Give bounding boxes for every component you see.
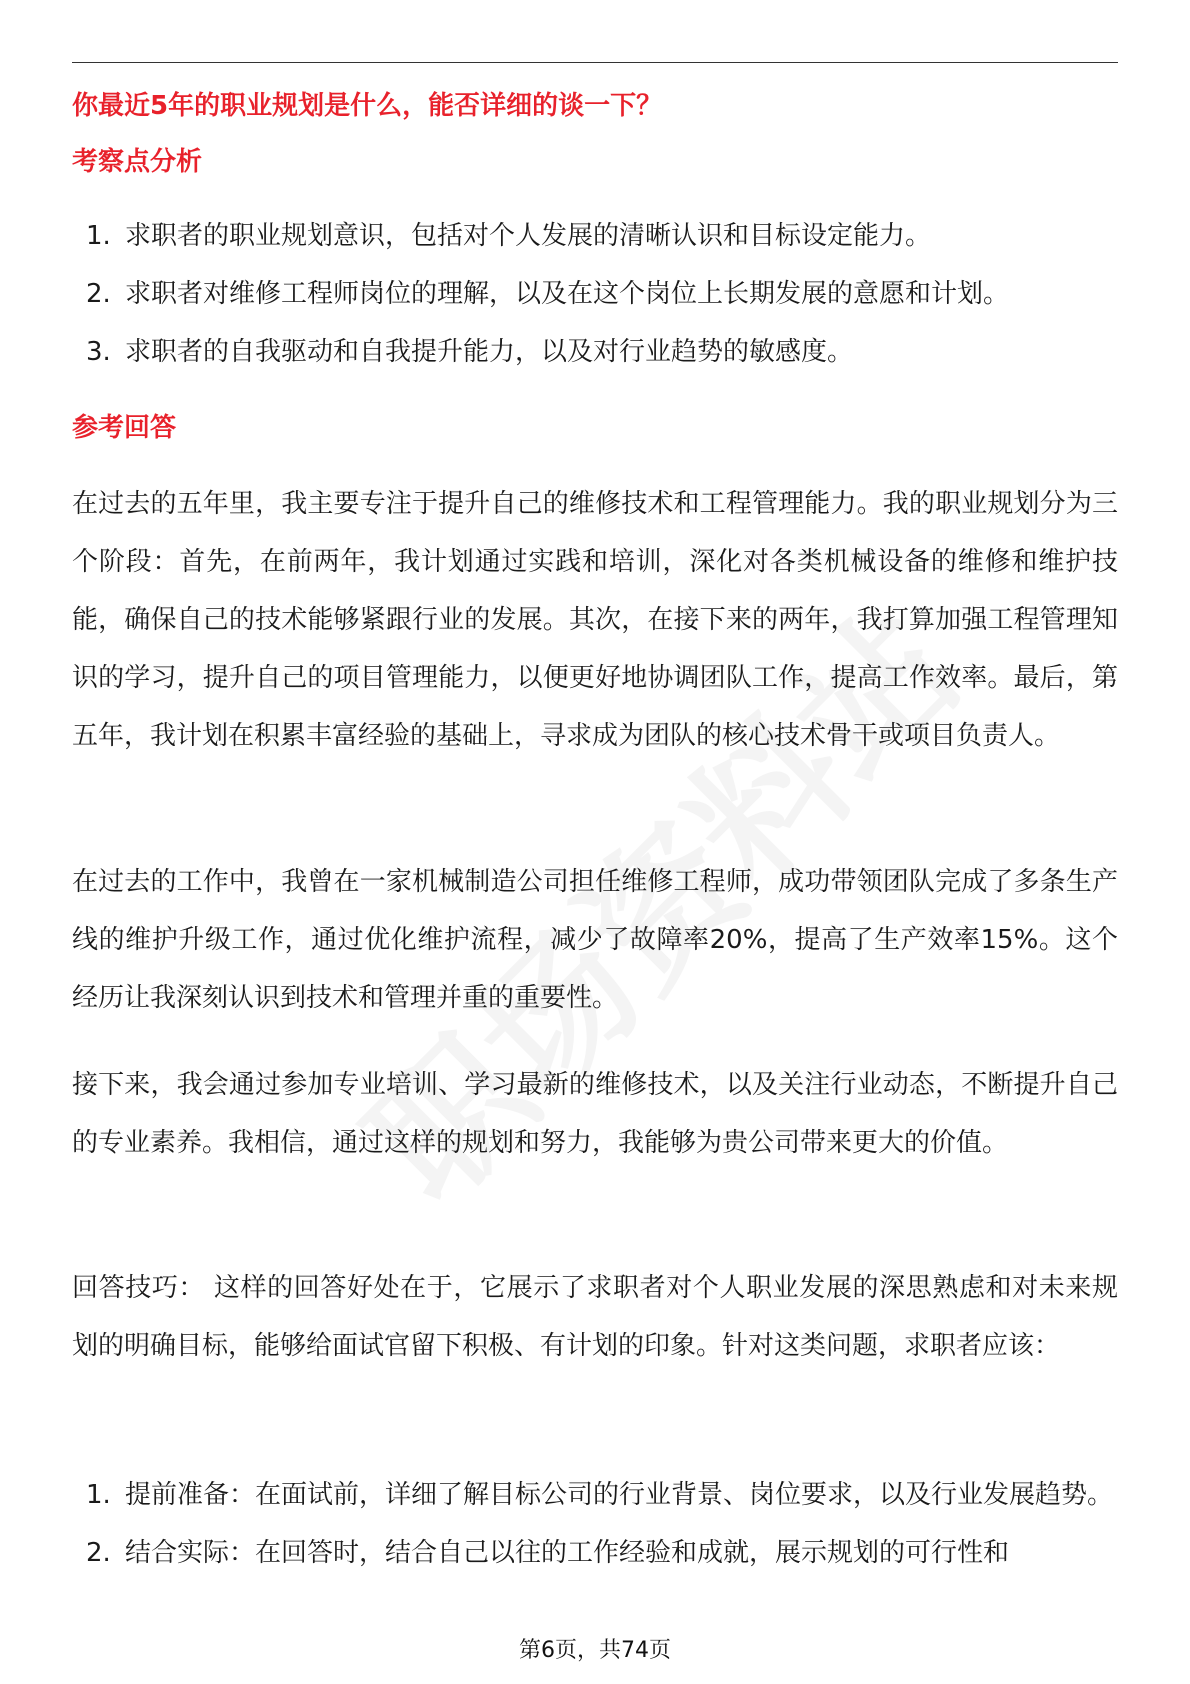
page-footer: 第6页，共74页 (519, 1638, 671, 1663)
list-text: 求职者对维修工程师岗位的理解，以及在这个岗位上长期发展的意愿和计划。 (125, 279, 1010, 309)
list-item (72, 1466, 1118, 1524)
list-item (72, 265, 1118, 323)
list-number: 2. (86, 1538, 111, 1568)
answer-heading: 参考回答 (72, 413, 177, 443)
answer-paragraph: 在过去的五年里，我主要专注于提升自己的维修技术和工程管理能力。我的职业规划分为三个阶段：首先，在前两年，我计划通过实践和培训，深化对各类机械设备的维修和维护技能，确保自己的技术能够紧跟行业的发展。其次，在接下来的两年，我打算加强工程管理知识的学习，提升自己的项目管理能力，以便更好地协调团队工作，提高工作效率。最后，第五年，我计划在积累丰富经验的基础上，寻求成为团队的核心技术骨干或项目负责人。 (72, 489, 1118, 751)
list-text: 求职者的职业规划意识，包括对个人发展的清晰认识和目标设定能力。 (125, 221, 932, 251)
list-text: 提前准备：在面试前，详细了解目标公司的行业背景、岗位要求，以及行业发展趋势。 (125, 1480, 1114, 1510)
analysis-list (72, 207, 1118, 381)
tips-list (72, 1466, 1118, 1582)
tips-paragraph: 回答技巧： 这样的回答好处在于，它展示了求职者对个人职业发展的深思熟虑和对未来规划的明确目标，能够给面试官留下积极、有计划的印象。针对这类问题，求职者应该： (72, 1273, 1118, 1361)
list-number: 1. (86, 1480, 111, 1510)
answer-paragraph: 接下来，我会通过参加专业培训、学习最新的维修技术，以及关注行业动态，不断提升自己的专业素养。我相信，通过这样的规划和努力，我能够为贵公司带来更大的价值。 (72, 1070, 1118, 1158)
list-number: 3. (86, 337, 111, 367)
list-number: 2. (86, 279, 111, 309)
list-item (72, 323, 1118, 381)
analysis-heading: 考察点分析 (72, 147, 203, 177)
list-text: 结合实际：在回答时，结合自己以往的工作经验和成就，展示规划的可行性和 (125, 1538, 1010, 1568)
answer-paragraph: 在过去的工作中，我曾在一家机械制造公司担任维修工程师，成功带领团队完成了多条生产线的维护升级工作，通过优化维护流程，减少了故障率20%，提高了生产效率15%。这个经历让我深刻认识到技术和管理并重的重要性。 (72, 867, 1118, 1013)
list-number: 1. (86, 221, 111, 251)
list-text: 求职者的自我驱动和自我提升能力，以及对行业趋势的敏感度。 (125, 337, 854, 367)
top-rule (72, 62, 1118, 63)
question-title: 你最近5年的职业规划是什么，能否详细的谈一下？ (72, 91, 663, 121)
list-item (72, 207, 1118, 265)
list-item (72, 1524, 1118, 1582)
